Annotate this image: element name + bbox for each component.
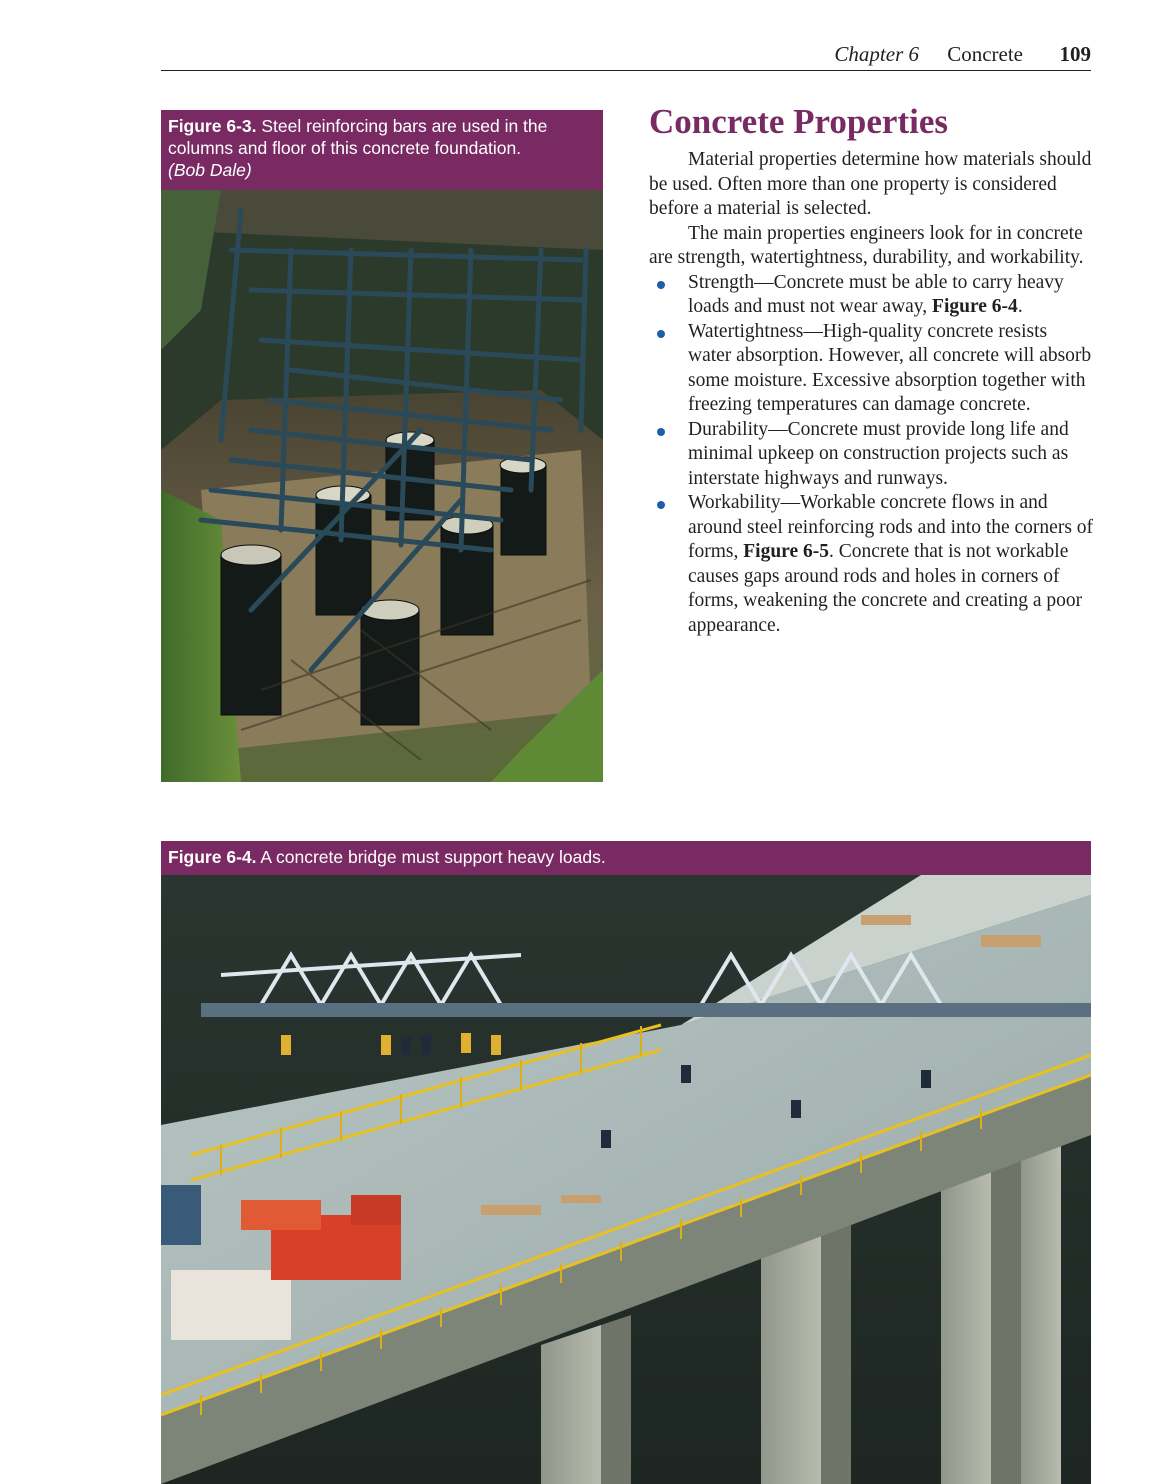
- figure-caption-text: A concrete bridge must support heavy loads.: [260, 847, 606, 867]
- list-item-text: Durability—Concrete must provide long life and minimal upkeep on construction projects such as interstate highways and runways.: [688, 418, 1069, 489]
- figure-label: Figure 6-3.: [168, 116, 257, 136]
- section-heading: Concrete Properties: [649, 102, 949, 141]
- chapter-title: Concrete: [947, 42, 1023, 66]
- figure-caption-text: Steel reinforcing bars are used in the columns and floor of this concrete foundation.: [168, 116, 548, 158]
- bullet-icon: [657, 428, 665, 436]
- list-item-text: Strength—Concrete must be able to carry heavy loads and must not wear away,: [688, 271, 1064, 317]
- list-item: [649, 418, 1094, 492]
- list-item-text: Workability—Workable concrete flows in and around steel reinforcing rods and into the corners of forms,: [688, 492, 1094, 562]
- list-item-text: Watertightness—High-quality concrete resists water absorption. However, all concrete will absorb some moisture. Excessive absorption together with freezing temperatures can damage concrete.: [688, 320, 1092, 415]
- chapter-label: Chapter 6: [834, 42, 919, 66]
- rebar-foundation-image: [161, 190, 603, 782]
- concrete-bridge-image: [161, 875, 1091, 1484]
- figure-6-4-photo: [161, 875, 1091, 1484]
- page-number: 109: [1059, 42, 1091, 66]
- figure-6-4-caption: [161, 841, 1091, 875]
- body-paragraph: Material properties determine how materials should be used. Often more than one property is considered before a material is selected.: [649, 149, 1092, 219]
- photo-credit: (Bob Dale): [168, 160, 252, 180]
- bullet-icon: [657, 501, 665, 509]
- bullet-icon: [657, 281, 665, 289]
- list-item: [649, 320, 1094, 418]
- concrete-properties-section: [649, 100, 1094, 638]
- bullet-icon: [657, 330, 665, 338]
- property-list: [649, 271, 1094, 639]
- figure-reference: Figure 6-5: [743, 541, 830, 562]
- list-item-text: . Concrete that is not workable causes gaps around rods and holes in corners of forms, weakening the concrete and creating a poor appearance.: [688, 541, 1083, 636]
- running-header: [161, 40, 1091, 71]
- list-item: [649, 491, 1094, 638]
- body-paragraph: The main properties engineers look for in concrete are strength, watertightness, durability, and workability.: [649, 222, 1084, 268]
- figure-label: Figure 6-4.: [168, 847, 257, 867]
- figure-6-3-caption: [161, 110, 603, 190]
- figure-6-3-photo: [161, 190, 603, 782]
- figure-reference: Figure 6-4: [932, 296, 1018, 317]
- list-item-text: .: [1017, 296, 1023, 317]
- list-item: [649, 271, 1094, 320]
